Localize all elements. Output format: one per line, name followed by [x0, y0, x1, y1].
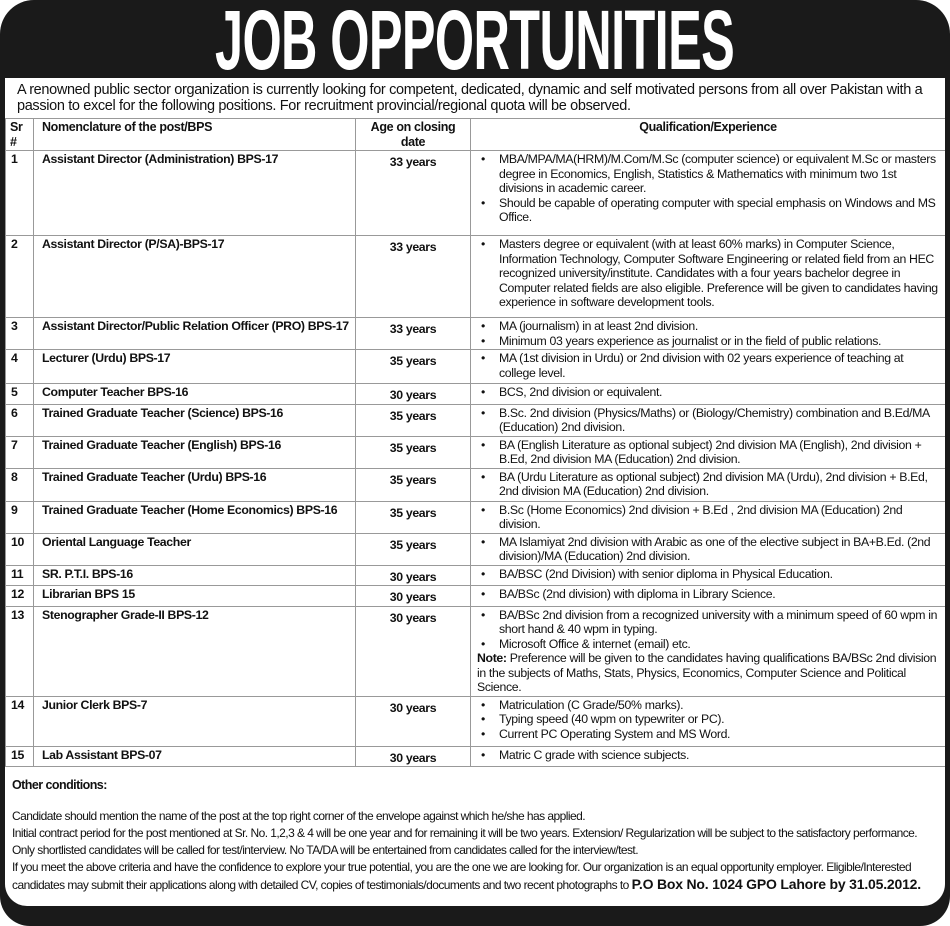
- qualification-item: • BCS, 2nd division or equivalent.: [477, 385, 941, 400]
- row-sr: 5: [6, 384, 34, 405]
- row-qualification: [471, 151, 946, 236]
- row-post: Oriental Language Teacher: [34, 533, 356, 565]
- ad-body: [5, 78, 945, 906]
- qualification-item: • Matriculation (C Grade/50% marks).: [477, 698, 941, 713]
- row-sr: 7: [6, 436, 34, 468]
- qualification-item: • Matric C grade with science subjects.: [477, 748, 941, 763]
- row-post: Trained Graduate Teacher (Home Economics) BPS-16: [34, 501, 356, 533]
- table-row: [6, 350, 946, 384]
- table-row: [6, 236, 946, 318]
- qualification-item: • Should be capable of operating computer with special emphasis on Windows and MS Office.: [477, 196, 941, 225]
- qualification-list: [477, 351, 941, 380]
- qualification-item: • B.Sc. 2nd division (Physics/Maths) or (Biology/Chemistry) combination and B.Ed/MA (Education) 2nd division.: [477, 406, 941, 435]
- row-qualification: [471, 436, 946, 468]
- qualification-item: • Current PC Operating System and MS Word.: [477, 727, 941, 742]
- row-qualification: [471, 533, 946, 565]
- qualification-item: • Minimum 03 years experience as journalist or in the field of public relations.: [477, 334, 941, 349]
- qualification-list: [477, 503, 941, 532]
- qualification-list: [477, 385, 941, 400]
- row-qualification: [471, 586, 946, 607]
- row-age: 33 years: [356, 236, 471, 318]
- qualification-item: • B.Sc (Home Economics) 2nd division + B.Ed , 2nd division MA (Education) 2nd division.: [477, 503, 941, 532]
- row-post: Computer Teacher BPS-16: [34, 384, 356, 405]
- table-row: [6, 468, 946, 501]
- row-age: 35 years: [356, 404, 471, 436]
- row-post: Lab Assistant BPS-07: [34, 746, 356, 767]
- row-sr: 15: [6, 746, 34, 767]
- note-label: Note:: [477, 651, 507, 665]
- row-age: 35 years: [356, 436, 471, 468]
- qualification-list: [477, 152, 941, 225]
- qualification-item: • Masters degree or equivalent (with at least 60% marks) in Computer Science, Information Technology, Computer Software Engineering or related field from an HEC recognized university/institute. Candidates with a four years bachelor degree in Computer related fields are also eligible. Preference will be given to candidates having experience in software development tools.: [477, 237, 941, 310]
- table-row: [6, 696, 946, 746]
- row-qualification: [471, 318, 946, 350]
- table-row: [6, 586, 946, 607]
- row-age: 30 years: [356, 696, 471, 746]
- condition-line: Only shortlisted candidates will be called for test/interview. No TA/DA will be entertained from candidates called for the interview/test.: [12, 843, 638, 857]
- row-age: 35 years: [356, 350, 471, 384]
- row-age: 30 years: [356, 384, 471, 405]
- row-qualification: [471, 468, 946, 501]
- row-sr: 13: [6, 606, 34, 696]
- table-row: [6, 606, 946, 696]
- other-conditions: [5, 767, 945, 894]
- intro-text: A renowned public sector organization is currently looking for competent, dedicated, dynamic and self motivated persons from all over Pakistan with a passion to excel for the following positions. For recruitment provincial/regional quota will be observed.: [17, 82, 923, 114]
- qualification-item: • BA (Urdu Literature as optional subject) 2nd division MA (Urdu), 2nd division + B.Ed, 2nd division MA (Education) 2nd division.: [477, 470, 941, 499]
- row-post: Trained Graduate Teacher (Urdu) BPS-16: [34, 468, 356, 501]
- qualification-list: [477, 587, 941, 602]
- table-row: [6, 151, 946, 236]
- qualification-item: • Typing speed (40 wpm on typewriter or PC).: [477, 712, 941, 727]
- table-row: [6, 384, 946, 405]
- row-qualification: [471, 384, 946, 405]
- row-qualification: [471, 350, 946, 384]
- row-post: Assistant Director/Public Relation Officer (PRO) BPS-17: [34, 318, 356, 350]
- qualification-item: • BA (English Literature as optional subject) 2nd division MA (English), 2nd division + B.Ed, 2nd division MA (Education) 2nd division.: [477, 438, 941, 467]
- title-text: JOB OPPORTUNITIES: [215, 0, 735, 78]
- row-age: 35 years: [356, 533, 471, 565]
- row-qualification: [471, 746, 946, 767]
- jobs-table: [5, 118, 945, 767]
- row-sr: 6: [6, 404, 34, 436]
- row-post: Trained Graduate Teacher (English) BPS-16: [34, 436, 356, 468]
- table-row: [6, 404, 946, 436]
- qualification-item: • MBA/MPA/MA(HRM)/M.Com/M.Sc (computer science) or equivalent M.Sc or masters degree in Economics, English, Statistics & Mathematics with minimum two 1st divisions in academic career.: [477, 152, 941, 196]
- qualification-list: [477, 698, 941, 742]
- qualification-list: [477, 748, 941, 763]
- condition-line: Candidate should mention the name of the post at the top right corner of the envelope against which he/she has applied.: [12, 809, 585, 823]
- row-sr: 10: [6, 533, 34, 565]
- condition-text: candidates may submit their applications along with detailed CV, copies of testimonials/documents and two recent photographs to: [12, 878, 632, 892]
- table-row: [6, 565, 946, 586]
- qualification-list: [477, 535, 941, 564]
- row-sr: 8: [6, 468, 34, 501]
- row-sr: 11: [6, 565, 34, 586]
- application-address: P.O Box No. 1024 GPO Lahore by 31.05.2012.: [631, 876, 921, 892]
- header-qual: Qualification/Experience: [471, 119, 946, 151]
- row-qualification: [471, 565, 946, 586]
- qualification-list: [477, 237, 941, 310]
- ad-title: [5, 0, 945, 78]
- qualification-item: • MA (1st division in Urdu) or 2nd division with 02 years experience of teaching at college level.: [477, 351, 941, 380]
- row-post: Lecturer (Urdu) BPS-17: [34, 350, 356, 384]
- conditions-heading: Other conditions:: [12, 778, 107, 792]
- condition-line: Initial contract period for the post mentioned at Sr. No. 1,2,3 & 4 will be one year and for remaining it will be two years. Extension/ Regularization will be subject to the satisfactory performance.: [12, 826, 918, 840]
- row-age: 30 years: [356, 565, 471, 586]
- qualification-list: [477, 406, 941, 435]
- row-age: 33 years: [356, 151, 471, 236]
- row-age: 30 years: [356, 586, 471, 607]
- table-row: [6, 318, 946, 350]
- row-qualification: [471, 501, 946, 533]
- table-row: [6, 533, 946, 565]
- header-age: Age on closing date: [356, 119, 471, 151]
- row-post: Assistant Director (Administration) BPS-17: [34, 151, 356, 236]
- qualification-item: • MA Islamiyat 2nd division with Arabic as one of the elective subject in BA+B.Ed. (2nd division)/MA (Education) 2nd division.: [477, 535, 941, 564]
- qualification-note: [477, 651, 941, 695]
- qualification-list: [477, 567, 941, 582]
- row-qualification: [471, 606, 946, 696]
- row-sr: 12: [6, 586, 34, 607]
- row-sr: 14: [6, 696, 34, 746]
- table-row: [6, 501, 946, 533]
- row-age: 35 years: [356, 468, 471, 501]
- row-qualification: [471, 236, 946, 318]
- qualification-list: [477, 438, 941, 467]
- row-age: 30 years: [356, 606, 471, 696]
- table-row: [6, 746, 946, 767]
- row-post: Junior Clerk BPS-7: [34, 696, 356, 746]
- row-post: Trained Graduate Teacher (Science) BPS-16: [34, 404, 356, 436]
- row-sr: 9: [6, 501, 34, 533]
- row-age: 30 years: [356, 746, 471, 767]
- qualification-item: • BA/BSc 2nd division from a recognized university with a minimum speed of 60 wpm in short hand & 40 wpm in typing.: [477, 608, 941, 637]
- note-text: Preference will be given to the candidates having qualifications BA/BSc 2nd division in the subjects of Maths, Stats, Physics, Economics, Computer Science and Political Science.: [477, 651, 937, 694]
- row-sr: 3: [6, 318, 34, 350]
- qualification-item: • Microsoft Office & internet (email) etc.: [477, 637, 941, 652]
- row-age: 35 years: [356, 501, 471, 533]
- header-sr: Sr #: [6, 119, 34, 151]
- header-post: Nomenclature of the post/BPS: [34, 119, 356, 151]
- row-qualification: [471, 696, 946, 746]
- condition-line-last: [12, 876, 941, 894]
- table-row: [6, 436, 946, 468]
- row-post: Assistant Director (P/SA)-BPS-17: [34, 236, 356, 318]
- condition-line: If you meet the above criteria and have the confidence to explore your true potential, you are the one we are looking for. Our organization is an equal opportunity employer. Eligible/Interested: [12, 860, 912, 874]
- qualification-list: [477, 608, 941, 652]
- qualification-item: • BA/BSc (2nd division) with diploma in Library Science.: [477, 587, 941, 602]
- row-sr: 1: [6, 151, 34, 236]
- row-post: Librarian BPS 15: [34, 586, 356, 607]
- row-post: SR. P.T.I. BPS-16: [34, 565, 356, 586]
- row-age: 33 years: [356, 318, 471, 350]
- table-header: [6, 119, 946, 151]
- row-post: Stenographer Grade-II BPS-12: [34, 606, 356, 696]
- qualification-item: • BA/BSC (2nd Division) with senior diploma in Physical Education.: [477, 567, 941, 582]
- qualification-list: [477, 319, 941, 348]
- qualification-item: • MA (journalism) in at least 2nd division.: [477, 319, 941, 334]
- qualification-list: [477, 470, 941, 499]
- row-sr: 4: [6, 350, 34, 384]
- row-qualification: [471, 404, 946, 436]
- row-sr: 2: [6, 236, 34, 318]
